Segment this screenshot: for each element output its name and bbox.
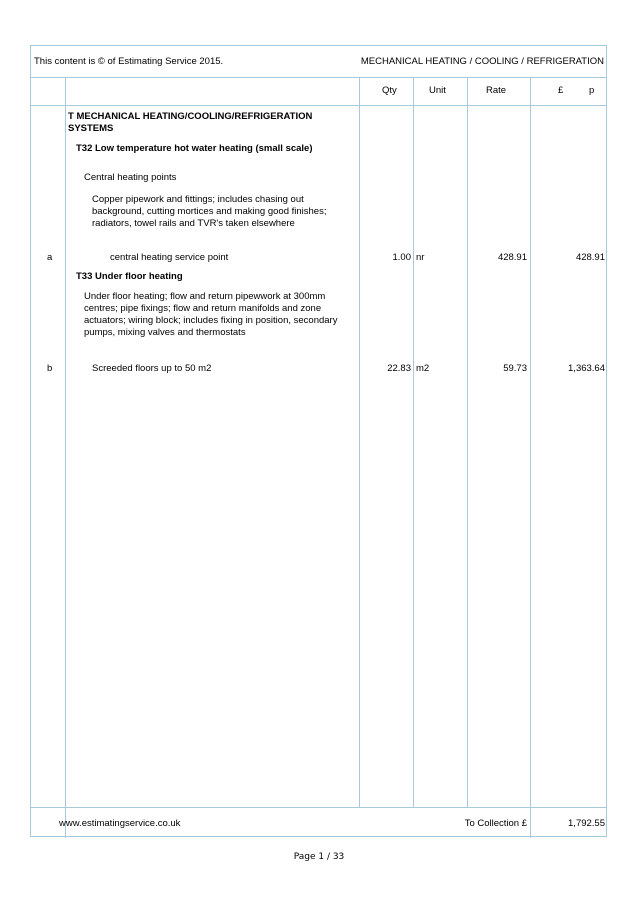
t32-title: T32 Low temperature hot water heating (small scale)	[76, 143, 313, 154]
website-link[interactable]: www.estimatingservice.co.uk	[59, 818, 181, 829]
collection-label: To Collection £	[464, 818, 527, 829]
item-a-ref: a	[47, 252, 53, 263]
section-heading: MECHANICAL HEATING / COOLING / REFRIGERATION	[360, 56, 604, 67]
item-a-rate: 428.91	[497, 252, 527, 263]
copyright-notice: This content is © of Estimating Service 2015.	[34, 56, 224, 67]
rate-column-divider	[530, 78, 531, 838]
pence-column-header: p	[589, 85, 595, 96]
footer-divider	[31, 807, 606, 808]
item-b-unit: m2	[416, 363, 430, 374]
unit-column-header: Unit	[429, 85, 446, 96]
item-a-qty: 1.00	[392, 252, 411, 263]
unit-column-divider	[467, 78, 468, 807]
collection-total: 1,792.55	[568, 818, 605, 829]
rate-column-header: Rate	[486, 85, 507, 96]
item-b-ref: b	[47, 363, 53, 374]
t33-title: T33 Under floor heating	[76, 271, 183, 282]
item-b-qty: 22.83	[387, 363, 411, 374]
ref-column-divider	[65, 78, 66, 838]
item-a-total: 428.91	[575, 252, 605, 263]
qty-column-divider	[413, 78, 414, 807]
item-b-total: 1,363.64	[568, 363, 605, 374]
header-divider	[31, 77, 606, 78]
item-a-unit: nr	[416, 252, 425, 263]
estimate-sheet	[30, 45, 607, 837]
pounds-column-header: £	[558, 85, 564, 96]
qty-column-header: Qty	[382, 85, 397, 96]
item-b-desc: Screeded floors up to 50 m2	[92, 363, 212, 374]
page-number: Page 1 / 33	[293, 852, 345, 862]
item-a-desc: central heating service point	[110, 252, 229, 263]
t32-description: Copper pipework and fittings; includes chasing out background, cutting mortices and making good finishes; radiators, towel rails and TVR's taken elsewhere	[92, 194, 327, 229]
t33-description: Under floor heating; flow and return pipewwork at 300mm centres; pipe fixings; flow and return manifolds and zone actuators; wiring block; includes fixing in position, secondary pumps, mixing valves and thermostats	[84, 291, 338, 338]
t32-subheading: Central heating points	[84, 172, 177, 183]
desc-column-divider	[359, 78, 360, 807]
section-title: T MECHANICAL HEATING/COOLING/REFRIGERATION SYSTEMS	[68, 111, 313, 134]
column-header-divider	[31, 105, 606, 106]
item-b-rate: 59.73	[503, 363, 527, 374]
